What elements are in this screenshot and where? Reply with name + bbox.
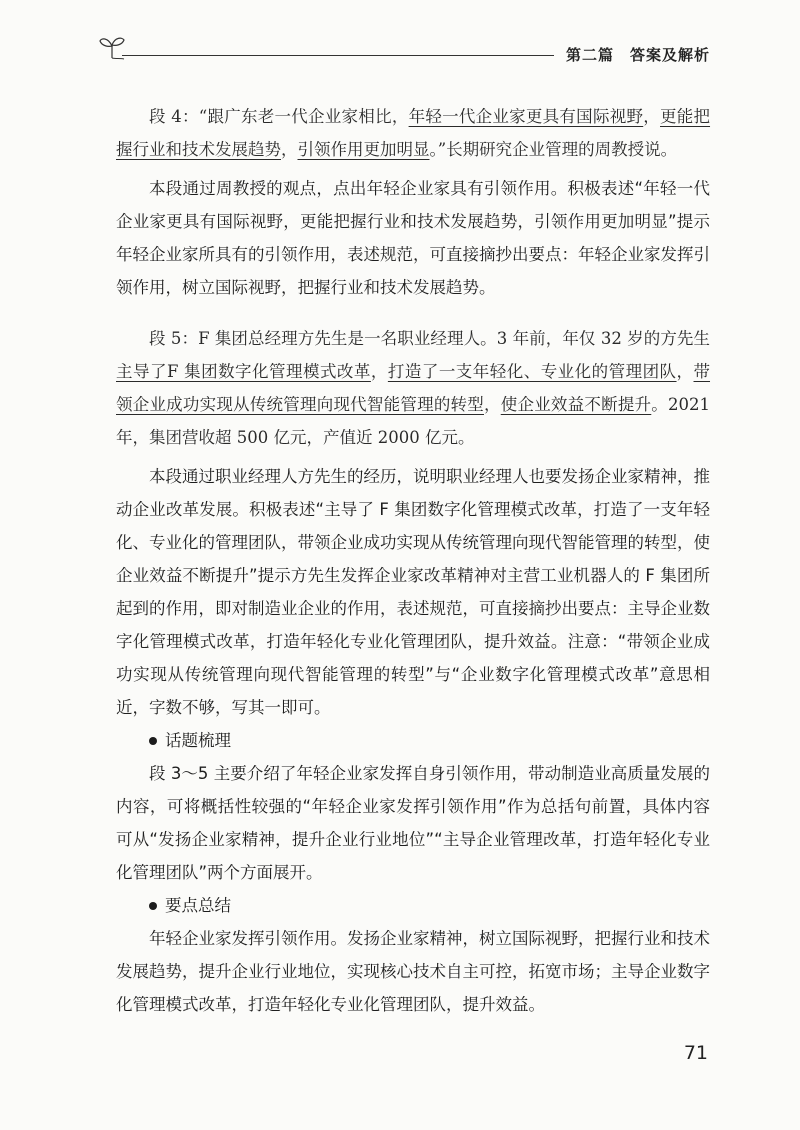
paragraph-4-analysis: 本段通过周教授的观点，点出年轻企业家具有引领作用。积极表述“年轻一代企业家更具有国际视野，更能把握行业和技术发展趋势，引领作用更加明显”提示年轻企业家所具有的引领作用，表述规范，可直接摘抄出要点：年轻企业家发挥引领作用，树立国际视野，把握行业和技术发展趋势。 (116, 179, 710, 297)
header-rule (122, 55, 554, 56)
sprout-icon (98, 34, 126, 60)
paragraph-5-quote: 段 5：F 集团总经理方先生是一名职业经理人。3 年前，年仅 32 岁的方先生主导了F 集团数字化管理模式改革，打造了一支年轻化、专业化的管理团队，带领企业成功实现从传统管理向现代智能管理的转型，使企业效益不断提升。2021 年，集团营收超 500 亿元，产值近 2000 亿元。 (116, 329, 711, 447)
paragraph-5-analysis: 本段通过职业经理人方先生的经历，说明职业经理人也要发扬企业家精神，推动企业改革发展。积极表述“主导了 F 集团数字化管理模式改革，打造了一支年轻化、专业化的管理团队，带领企业成功实现从传统管理向现代智能管理的转型，使企业效益不断提升”提示方先生发挥企业家改革精神对主营工业机器人的 F 集团所起到的作用，即对制造业企业的作用，表述规范，可直接摘抄出要点：主导企业数字化管理模式改革，打造年轻化专业化管理团队，提升效益。注意：“带领企业成功实现从传统管理向现代智能管理的转型”与“企业数字化管理模式改革”意思相近，字数不够，写其一即可。 (116, 467, 710, 717)
paragraph-4-quote: 段 4：“跟广东老一代企业家相比，年轻一代企业家更具有国际视野，更能把握行业和技术发展趋势，引领作用更加明显。”长期研究企业管理的周教授说。 (116, 107, 711, 159)
topic-heading: 话题梳理 (116, 724, 710, 757)
bullet-icon (149, 737, 157, 745)
page-header (98, 30, 710, 70)
page-number: 71 (683, 1042, 708, 1064)
page-content (116, 100, 710, 1021)
summary-body: 年轻企业家发挥引领作用。发扬企业家精神，树立国际视野，把握行业和技术发展趋势，提升企业行业地位，实现核心技术自主可控，拓宽市场；主导企业数字化管理模式改革，打造年轻化专业化管理团队，提升效益。 (116, 929, 710, 1014)
summary-heading: 要点总结 (116, 889, 710, 922)
section-title: 第二篇 答案及解析 (565, 46, 710, 64)
bullet-icon (149, 902, 157, 910)
topic-body: 段 3～5 主要介绍了年轻企业家发挥自身引领作用，带动制造业高质量发展的内容，可将概括性较强的“年轻企业家发挥引领作用”作为总括句前置，具体内容可从“发扬企业家精神，提升企业行业地位”“主导企业管理改革，打造年轻化专业化管理团队”两个方面展开。 (116, 764, 710, 882)
